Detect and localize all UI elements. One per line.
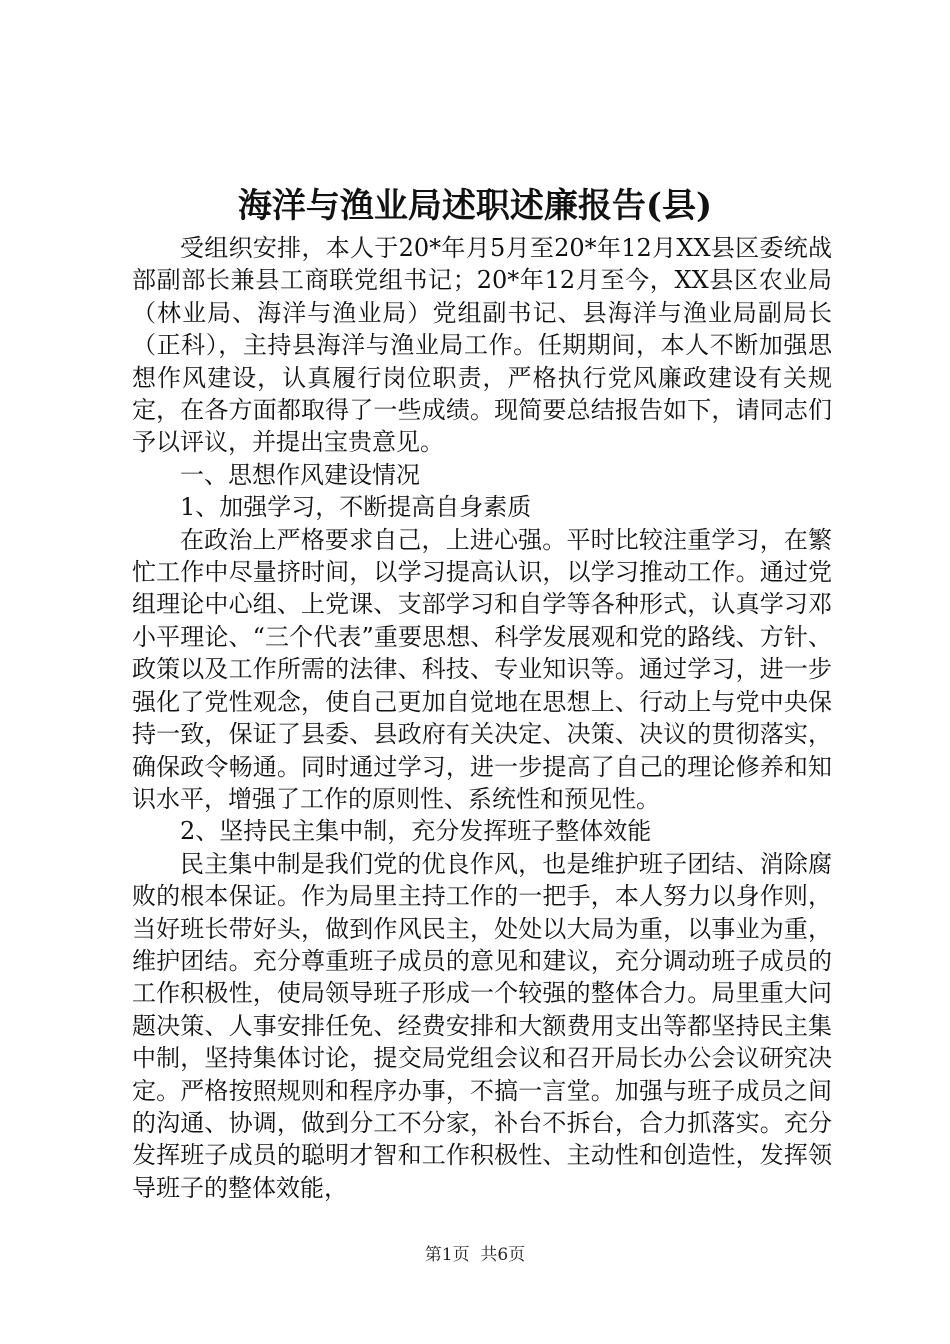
section-heading-1: 一、思想作风建设情况 [180, 460, 420, 489]
paragraph-democratic-centralism: 民主集中制是我们党的优良作风，也是维护班子团结、消除腐败的根本保证。作为局里主持工作的一把手，本人努力以身作则，当好班长带好头，做到作风民主，处处以大局为重，以事业为重，维护团结。充分尊重班子成员的意见和建议，充分调动班子成员的工作积极性，使局领导班子形成一个较强的整体合力。局里重大问题决策、人事安排任免、经费安排和大额费用支出等都坚持民主集中制，坚持集体讨论，提交局党组会议和召开局长办公会议研究决定。严格按照规则和程序办事，不搞一言堂。加强与班子成员之间的沟通、协调，做到分工不分家，补台不拆台，合力抓落实。充分发挥班子成员的聪明才智和工作积极性、主动性和创造性，发挥领导班子的整体效能， [132, 849, 832, 1202]
subsection-heading-1: 1、加强学习，不断提高自身素质 [180, 493, 532, 522]
document-body [132, 232, 832, 1204]
document-title: 海洋与渔业局述职述廉报告(县) [237, 186, 713, 226]
page-footer [0, 1244, 950, 1266]
paragraph-intro: 受组织安排，本人于20*年月5月至20*年12月XX县区委统战部副部长兼县工商联党组书记；20*年12月至今，XX县区农业局（林业局、海洋与渔业局）党组副书记、县海洋与渔业局副局长（正科），主持县海洋与渔业局工作。任期期间，本人不断加强思想作风建设，认真履行岗位职责，严格执行党风廉政建设有关规定，在各方面都取得了一些成绩。现简要总结报告如下，请同志们予以评议，并提出宝贵意见。 [132, 234, 832, 457]
page-number: 第1页 [424, 1245, 470, 1265]
paragraph-study: 在政治上严格要求自己，上进心强。平时比较注重学习，在繁忙工作中尽量挤时间，以学习提高认识，以学习推动工作。通过党组理论中心组、上党课、支部学习和自学等各种形式，认真学习邓小平理论、“三个代表”重要思想、科学发展观和党的路线、方针、政策以及工作所需的法律、科技、专业知识等。通过学习，进一步强化了党性观念，使自己更加自觉地在思想上、行动上与党中央保持一致，保证了县委、县政府有关决定、决策、决议的贯彻落实，确保政令畅通。同时通过学习，进一步提高了自己的理论修养和知识水平，增强了工作的原则性、系统性和预见性。 [132, 525, 832, 813]
subsection-heading-2: 2、坚持民主集中制，充分发挥班子整体效能 [180, 817, 652, 846]
page-total: 共6页 [480, 1245, 526, 1265]
